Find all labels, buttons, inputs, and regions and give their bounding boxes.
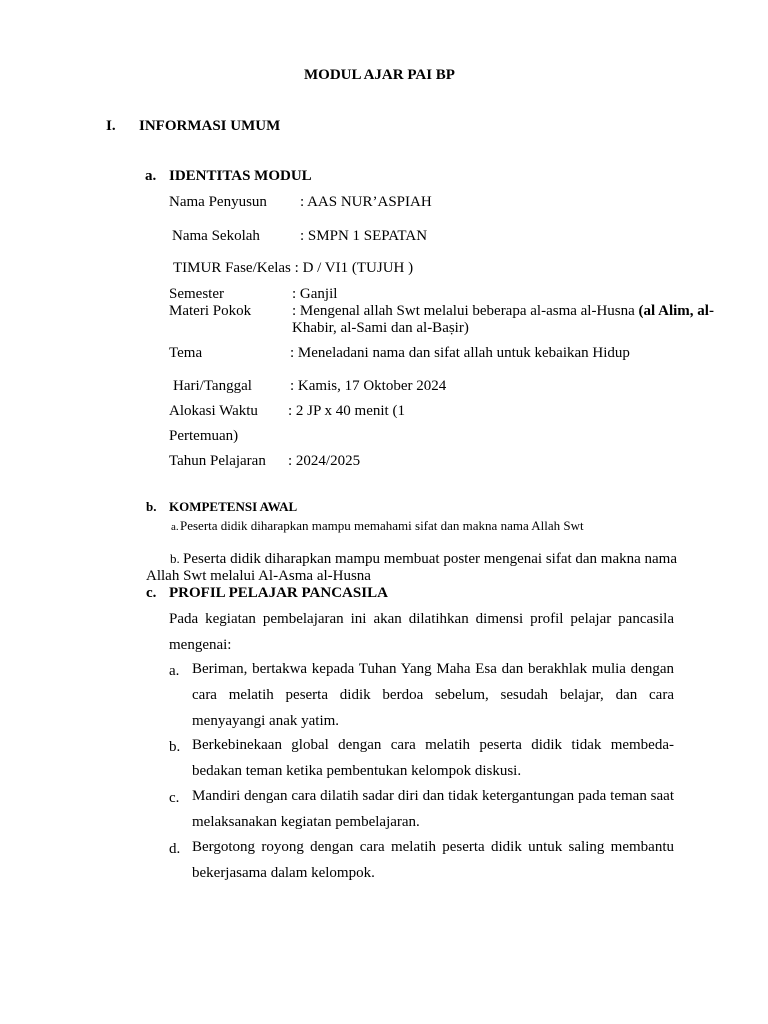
profil-intro: Pada kegiatan pembelajaran ini akan dilatihkan dimensi profil pelajar pancasila mengenai: bbox=[169, 611, 674, 653]
nama-penyusun-value: : AAS NUR’ASPIAH bbox=[300, 194, 432, 210]
nama-sekolah-label: Nama Sekolah bbox=[172, 228, 260, 244]
kompetensi-item-marker: a. bbox=[171, 521, 179, 533]
tahun-pelajaran-value: : 2024/2025 bbox=[288, 453, 361, 469]
kompetensi-item-text: Peserta didik diharapkan mampu membuat poster mengenai sifat dan makna nama bbox=[183, 551, 678, 567]
kompetensi-item-marker: b. bbox=[170, 551, 180, 566]
semester-label: Semester bbox=[169, 286, 224, 302]
fase-kelas-line: TIMUR Fase/Kelas : D / VI1 (TUJUH ) bbox=[173, 260, 414, 276]
profil-item-text: Bergotong royong dengan cara melatih peserta didik untuk saling membantu bekerjasama dalam kelompok. bbox=[192, 839, 674, 881]
identitas-marker: a. bbox=[145, 168, 157, 184]
semester-value: : Ganjil bbox=[292, 286, 338, 302]
profil-item-marker: c. bbox=[169, 790, 180, 806]
identitas-heading: IDENTITAS MODUL bbox=[169, 168, 312, 184]
kompetensi-item-text: Peserta didik diharapkan mampu memahami sifat dan makna nama Allah Swt bbox=[180, 518, 584, 533]
profil-item-marker: a. bbox=[169, 663, 180, 679]
nama-sekolah-value: : SMPN 1 SEPATAN bbox=[300, 228, 428, 244]
tema-value: : Meneladani nama dan sifat allah untuk kebaikan Hidup bbox=[290, 345, 630, 361]
materi-pokok-text: : Mengenal allah Swt melalui beberapa al-asma al-Husna bbox=[292, 303, 639, 319]
profil-item-text: Mandiri dengan cara dilatih sadar diri dan tidak ketergantungan pada teman saat melaksanakan kegiatan pembelajaran. bbox=[192, 788, 674, 830]
materi-pokok-value-line2: Khabir, al-Sami dan al-Baṣir) bbox=[292, 320, 469, 336]
alokasi-waktu-continuation: Pertemuan) bbox=[169, 428, 239, 444]
section-number: I. bbox=[106, 118, 116, 134]
profil-item-marker: d. bbox=[169, 841, 181, 857]
tema-label: Tema bbox=[169, 345, 203, 361]
profil-heading: PROFIL PELAJAR PANCASILA bbox=[169, 585, 388, 601]
profil-item-marker: b. bbox=[169, 739, 181, 755]
profil-marker: c. bbox=[146, 585, 157, 601]
hari-tanggal-value: : Kamis, 17 Oktober 2024 bbox=[290, 378, 447, 394]
kompetensi-marker: b. bbox=[146, 499, 157, 514]
section-heading: INFORMASI UMUM bbox=[139, 118, 281, 134]
materi-pokok-bold: (al Alim, al- bbox=[638, 303, 714, 319]
profil-item-text: Berkebinekaan global dengan cara melatih peserta didik tidak membeda-bedakan teman ketika pembentukan kelompok diskusi. bbox=[192, 737, 674, 779]
profil-item-text: Beriman, bertakwa kepada Tuhan Yang Maha Esa dan berakhlak mulia dengan cara melatih peserta didik berdoa sebelum, sesudah belajar, dan cara menyayangi anak yatim. bbox=[192, 661, 674, 729]
nama-penyusun-label: Nama Penyusun bbox=[169, 194, 267, 210]
alokasi-waktu-value: : 2 JP x 40 menit (1 bbox=[288, 403, 405, 419]
kompetensi-heading: KOMPETENSI AWAL bbox=[169, 499, 298, 514]
hari-tanggal-label: Hari/Tanggal bbox=[173, 378, 252, 394]
materi-pokok-label: Materi Pokok bbox=[169, 303, 252, 319]
kompetensi-item-text-line2: Allah Swt melalui Al-Asma al-Husna bbox=[146, 568, 371, 584]
document-title: MODUL AJAR PAI BP bbox=[304, 67, 455, 83]
tahun-pelajaran-label: Tahun Pelajaran bbox=[169, 453, 266, 469]
materi-pokok-value bbox=[292, 303, 714, 320]
alokasi-waktu-label: Alokasi Waktu bbox=[169, 403, 258, 419]
